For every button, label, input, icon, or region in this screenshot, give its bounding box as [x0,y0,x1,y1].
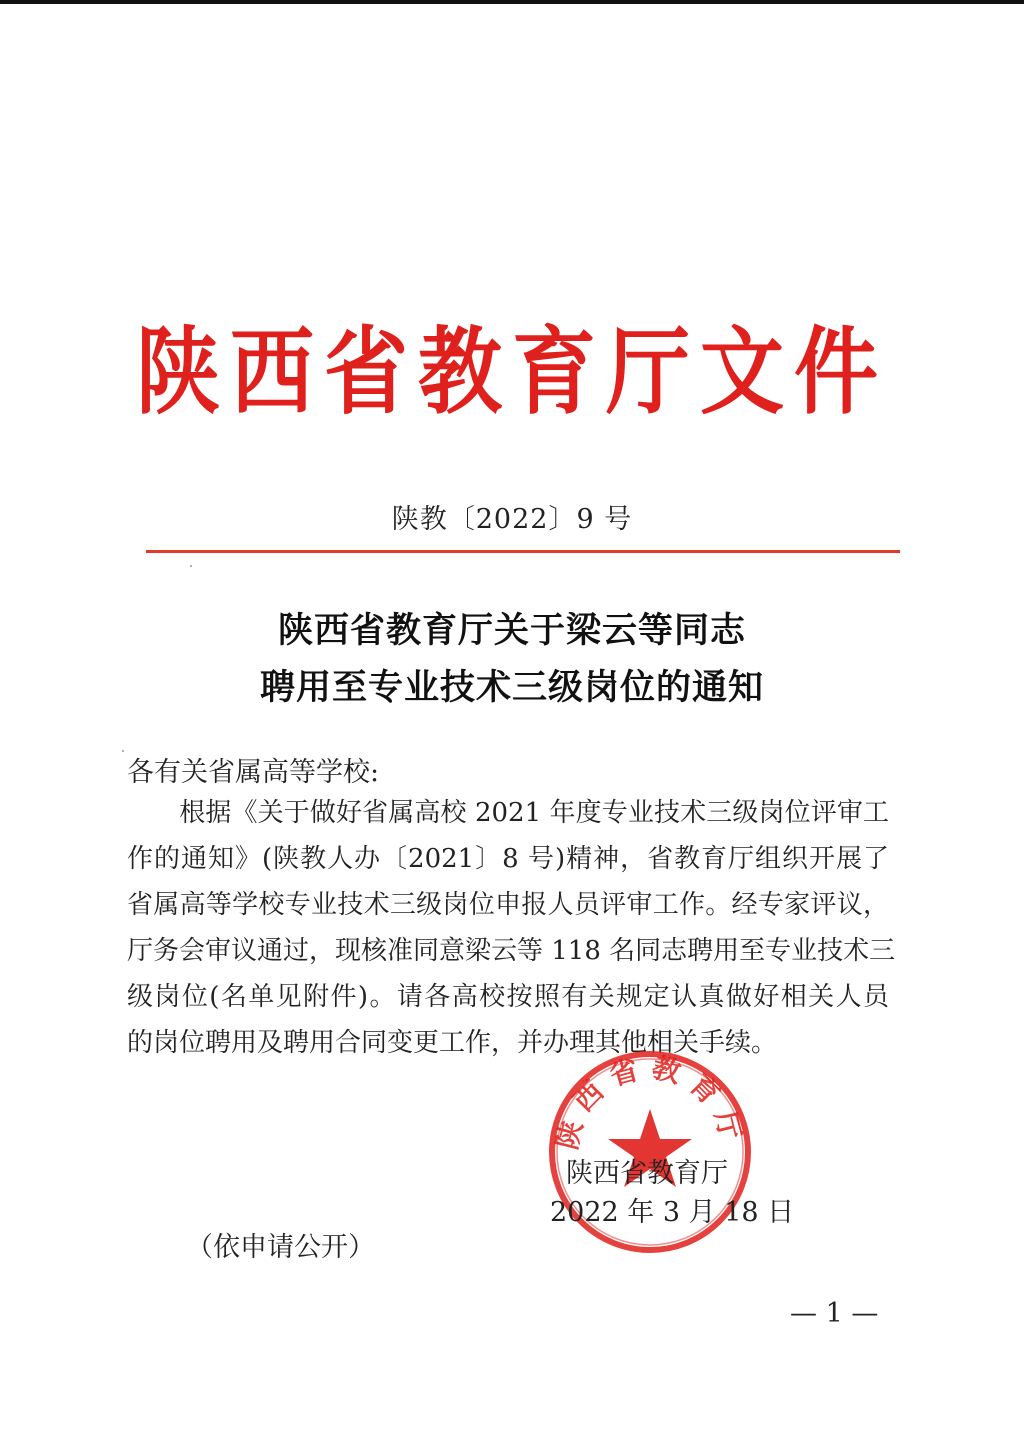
body-paragraph-line: 级岗位(名单见附件)。请各高校按照有关规定认真做好相关人员 [127,982,889,1012]
notice-title-line-2: 聘用至专业技术三级岗位的通知 [259,667,764,708]
scan-speck [122,750,124,752]
body-paragraph-line: 厅务会审议通过，现核准同意梁云等 118 名同志聘用至专业技术三 [127,936,896,966]
body-paragraph-line: 作的通知》(陕教人办〔2021〕8 号)精神，省教育厅组织开展了 [127,844,889,874]
disclosure-note: （依申请公开） [186,1232,375,1263]
signature-date: 2022 年 3 月 18 日 [550,1197,795,1228]
salutation: 各有关省属高等学校: [127,757,380,788]
notice-title-line-1: 陕西省教育厅关于梁云等同志 [277,610,746,651]
body-paragraph-line: 省属高等学校专业技术三级岗位申报人员评审工作。经专家评议， [127,890,889,920]
red-divider-line [146,550,900,553]
seal-text: 陕西省教育厅 [550,1050,750,1153]
page-number: — 1 — [790,1298,879,1329]
body-paragraph-line: 根据《关于做好省属高校 2021 年度专业技术三级岗位评审工 [127,798,889,828]
scan-edge-line [0,0,1024,4]
document-header-title: 陕西省教育厅文件 [135,316,888,427]
scan-speck [190,565,192,567]
body-paragraph-line: 的岗位聘用及聘用合同变更工作，并办理其他相关手续。 [127,1028,778,1058]
signature-organization: 陕西省教育厅 [566,1158,728,1189]
document-number: 陕教〔2022〕9 号 [391,504,633,535]
